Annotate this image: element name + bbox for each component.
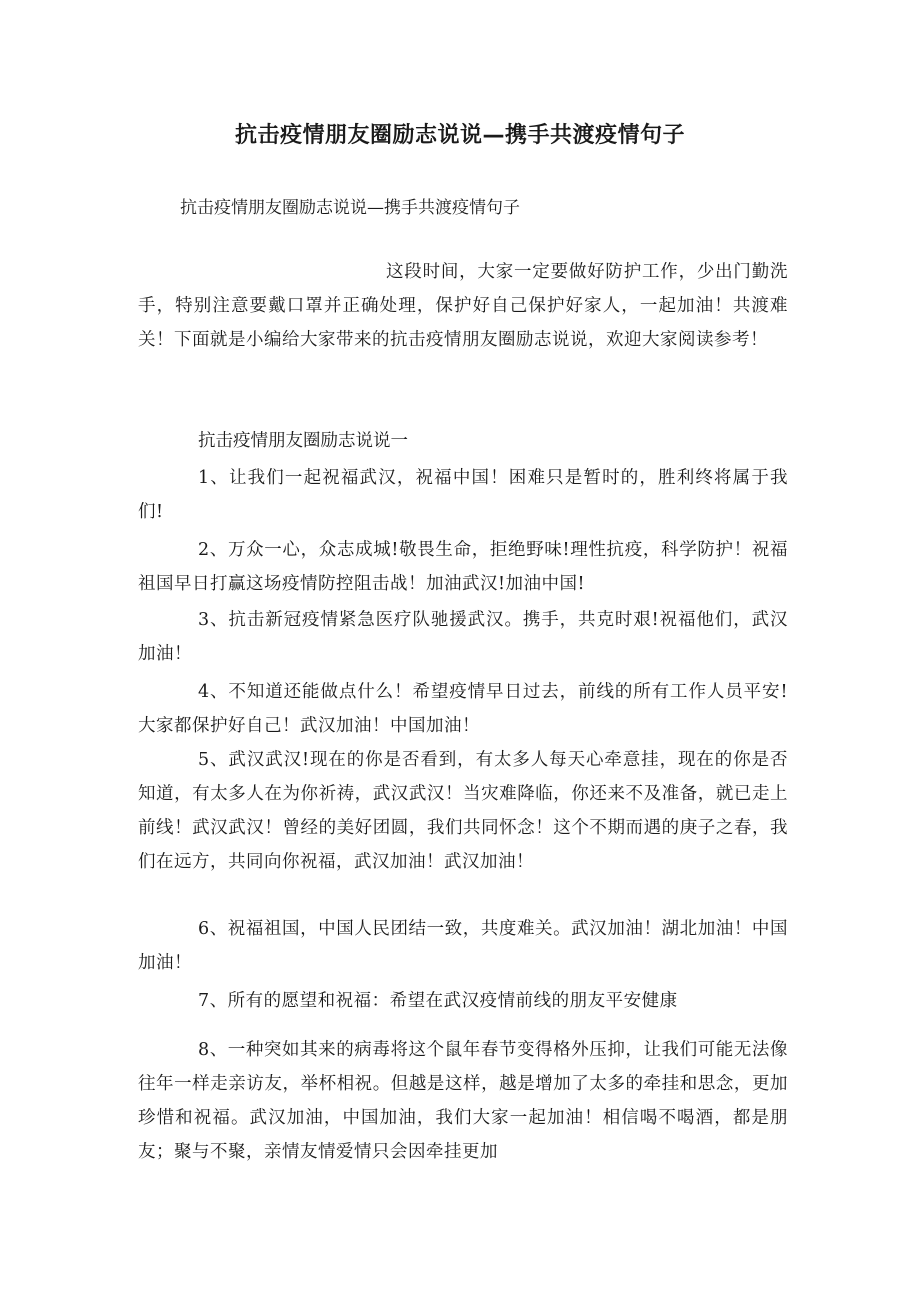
list-item: 8、一种突如其来的病毒将这个鼠年春节变得格外压抑，让我们可能无法像往年一样走亲访友，举杯相祝。但越是这样，越是增加了太多的牵挂和思念，更加珍惜和祝福。武汉加油，中国加油，我们大家一起加油！相信喝不喝酒，都是朋友；聚与不聚，亲情友情爱情只会因牵挂更加 (138, 1040, 788, 1162)
intro-paragraph: 这段时间，大家一定要做好防护工作，少出门勤洗手，特别注意要戴口罩并正确处理，保护好自己保护好家人，一起加油！共渡难关！下面就是小编给大家带来的抗击疫情朋友圈励志说说，欢迎大家阅读参考！ (138, 262, 788, 350)
list-item: 4、不知道还能做点什么！希望疫情早日过去，前线的所有工作人员平安!大家都保护好自己！武汉加油！中国加油！ (138, 682, 788, 736)
list-item: 6、祝福祖国，中国人民团结一致，共度难关。武汉加油！湖北加油！中国加油！ (138, 919, 788, 973)
page-subtitle: 抗击疫情朋友圈励志说说—携手共渡疫情句子 (180, 198, 520, 218)
list-item: 5、武汉武汉!现在的你是否看到，有太多人每天心牵意挂，现在的你是否知道，有太多人在为你祈祷，武汉武汉！当灾难降临，你还来不及准备，就已走上前线！武汉武汉！曾经的美好团圆，我们共同怀念！这个不期而遇的庚子之春，我们在远方，共同向你祝福，武汉加油！武汉加油！ (138, 750, 788, 872)
list-item: 3、抗击新冠疫情紧急医疗队驰援武汉。携手，共克时艰!祝福他们，武汉加油！ (138, 610, 788, 664)
list-item: 1、让我们一起祝福武汉，祝福中国！困难只是暂时的，胜利终将属于我们! (138, 468, 788, 522)
page-title: 抗击疫情朋友圈励志说说—携手共渡疫情句子 (234, 123, 685, 148)
list-item: 7、所有的愿望和祝福：希望在武汉疫情前线的朋友平安健康 (198, 991, 678, 1011)
list-item: 2、万众一心，众志成城!敬畏生命，拒绝野味!理性抗疫，科学防护！祝福祖国早日打赢这场疫情防控阻击战！加油武汉!加油中国! (138, 540, 788, 594)
section-heading: 抗击疫情朋友圈励志说说一 (198, 431, 408, 451)
